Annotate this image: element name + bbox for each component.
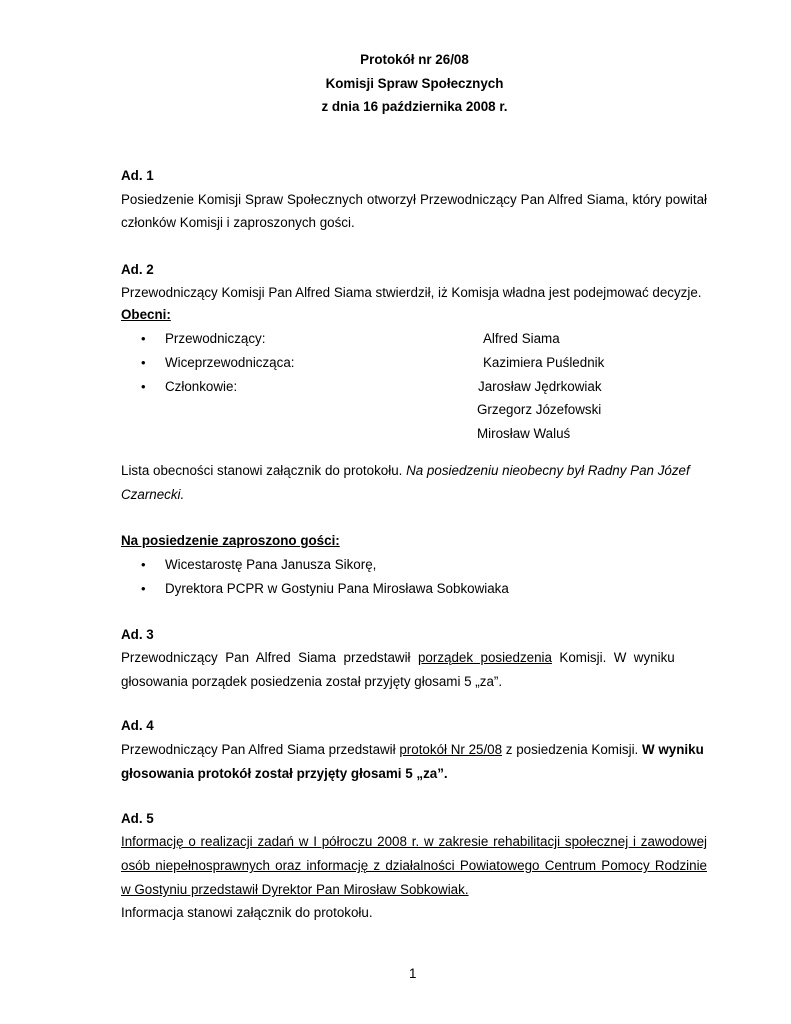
ad4-text-mid: z posiedzenia Komisji. bbox=[502, 742, 642, 757]
ad5-line2: osób niepełnosprawnych oraz informację z działalności Powiatowego Centrum Pomocy Rodzinie bbox=[121, 858, 707, 873]
page-number: 1 bbox=[409, 966, 417, 981]
ad5-heading: Ad. 5 bbox=[121, 811, 154, 826]
ad4-bold-start: W wyniku bbox=[642, 742, 704, 757]
bullet-icon: • bbox=[141, 581, 146, 596]
member-name: Alfred Siama bbox=[483, 331, 560, 346]
ad4-line1 bbox=[121, 742, 704, 757]
absent-note: Na posiedzeniu nieobecny był Radny Pan Józef bbox=[406, 463, 690, 478]
bullet-icon: • bbox=[141, 557, 146, 572]
absent-note-cont: Czarnecki. bbox=[121, 487, 185, 502]
ad5-line4: Informacja stanowi załącznik do protokołu. bbox=[121, 905, 373, 920]
doc-committee: Komisji Spraw Społecznych bbox=[325, 76, 504, 91]
ad3-text: Przewodniczący Pan Alfred Siama przedstawił bbox=[121, 650, 418, 665]
member-name: Kazimiera Puślednik bbox=[483, 355, 605, 370]
ad2-line1: Przewodniczący Komisji Pan Alfred Siama stwierdził, iż Komisja władna jest podejmować decyzje. bbox=[121, 285, 702, 300]
ad1-heading: Ad. 1 bbox=[121, 168, 154, 183]
attendance-text: Lista obecności stanowi załącznik do protokołu. bbox=[121, 463, 407, 478]
ad3-line1 bbox=[121, 650, 707, 665]
doc-title: Protokół nr 26/08 bbox=[360, 52, 469, 67]
ad5-line3: w Gostyniu przedstawił Dyrektor Pan Mirosław Sobkowiak. bbox=[121, 882, 469, 897]
ad5-line1: Informację o realizacji zadań w I półroczu 2008 r. w zakresie rehabilitacji społecznej i zawodowej bbox=[121, 834, 707, 849]
ad4-text: Przewodniczący Pan Alfred Siama przedstawił bbox=[121, 742, 400, 757]
member-name-extra: Grzegorz Józefowski bbox=[477, 402, 602, 417]
member-role: Przewodniczący: bbox=[165, 331, 266, 346]
member-role: Wiceprzewodnicząca: bbox=[165, 355, 295, 370]
member-role: Członkowie: bbox=[165, 379, 238, 394]
ad4-line2: głosowania protokół został przyjęty głosami 5 „za”. bbox=[121, 766, 448, 781]
present-label: Obecni: bbox=[121, 307, 171, 322]
member-name-extra: Mirosław Waluś bbox=[477, 426, 571, 441]
guest-name: Wicestarostę Pana Janusza Sikorę, bbox=[165, 557, 377, 572]
ad2-heading: Ad. 2 bbox=[121, 262, 154, 277]
guests-label: Na posiedzenie zaproszono gości: bbox=[121, 533, 340, 548]
protocol-link: protokół Nr 25/08 bbox=[399, 742, 503, 757]
ad3-line2: głosowania porządek posiedzenia został przyjęty głosami 5 „za”. bbox=[121, 674, 503, 689]
bullet-icon: • bbox=[141, 379, 146, 394]
doc-date: z dnia 16 października 2008 r. bbox=[321, 99, 508, 114]
ad3-text-end: Komisji. W wyniku bbox=[551, 650, 675, 665]
ad1-line2: członków Komisji i zaproszonych gości. bbox=[121, 215, 355, 230]
agenda-link: porządek posiedzenia bbox=[417, 650, 552, 665]
member-name: Jarosław Jędrkowiak bbox=[478, 379, 602, 394]
attendance-line bbox=[121, 463, 690, 478]
guest-name: Dyrektora PCPR w Gostyniu Pana Mirosława Sobkowiaka bbox=[165, 581, 509, 596]
bullet-icon: • bbox=[141, 355, 146, 370]
ad4-heading: Ad. 4 bbox=[121, 718, 154, 733]
ad3-heading: Ad. 3 bbox=[121, 627, 154, 642]
bullet-icon: • bbox=[141, 331, 146, 346]
ad1-line1: Posiedzenie Komisji Spraw Społecznych otworzył Przewodniczący Pan Alfred Siama, który powitał bbox=[121, 192, 707, 207]
